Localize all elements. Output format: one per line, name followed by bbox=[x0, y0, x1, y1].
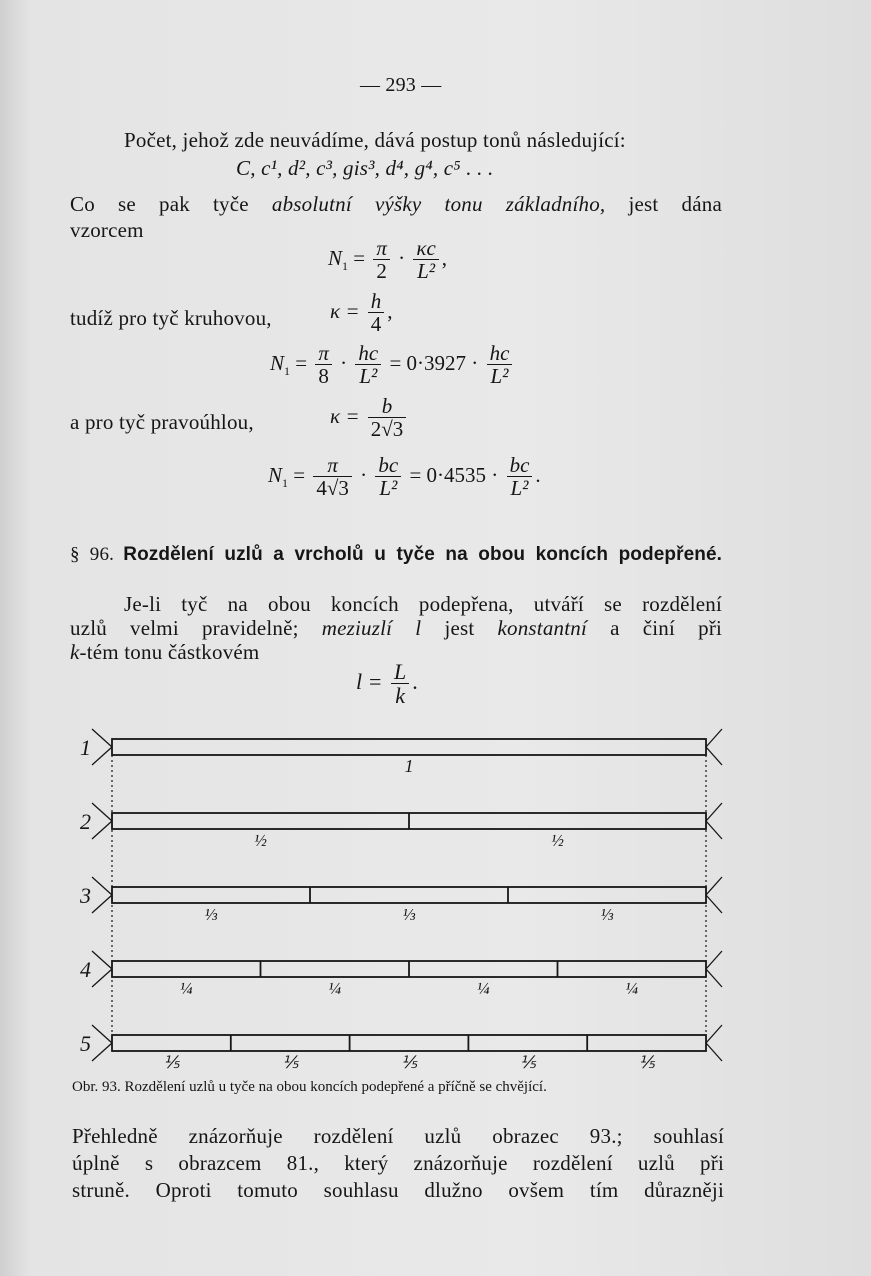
frac-den: 2√3 bbox=[368, 417, 407, 441]
bar-row-3 bbox=[112, 887, 706, 903]
support-left-upper bbox=[92, 1025, 112, 1043]
formula-dot: · bbox=[360, 462, 368, 487]
frac-den: L² bbox=[413, 259, 438, 283]
frac-den: 2 bbox=[373, 259, 390, 283]
support-left-lower bbox=[92, 969, 112, 987]
support-right-lower bbox=[706, 1043, 722, 1061]
segment-label: ¼ bbox=[179, 979, 193, 998]
bottom-line-3: struně. Oproti tomuto souhlasu dlužno ovšem tím důrazněji bbox=[72, 1178, 724, 1202]
frac-den: L² bbox=[507, 476, 533, 500]
support-left-lower bbox=[92, 747, 112, 765]
text-plain: uzlů velmi pravidelně; bbox=[70, 616, 299, 640]
row-label-3: 3 bbox=[80, 883, 91, 908]
formula-eq: = bbox=[295, 350, 308, 375]
frac-den: L² bbox=[375, 476, 401, 500]
row-label-5: 5 bbox=[80, 1031, 91, 1056]
frac-den: L² bbox=[355, 364, 381, 388]
support-right-lower bbox=[706, 969, 722, 987]
segment-label: ⅕ bbox=[163, 1053, 180, 1072]
segment-label: ⅕ bbox=[519, 1053, 537, 1072]
text-plain: a činí při bbox=[610, 616, 723, 640]
figure-caption: Obr. 93. Rozdělení uzlů u tyče na obou koncích podepřené a příčně se chvějící. bbox=[72, 1079, 547, 1095]
formula-dot: · bbox=[340, 350, 348, 375]
segment-label: 1 bbox=[404, 756, 414, 776]
formula-var: N bbox=[328, 245, 343, 270]
segment-label: ¼ bbox=[625, 979, 639, 998]
frac-num: π bbox=[327, 453, 338, 477]
support-left-lower bbox=[92, 895, 112, 913]
support-right-upper bbox=[706, 877, 722, 895]
frac-num: hc bbox=[489, 341, 510, 365]
frac-den: 8 bbox=[315, 364, 332, 388]
text-line-6: tudíž pro tyč kruhovou, bbox=[70, 306, 272, 330]
text-plain: jest bbox=[444, 616, 475, 640]
formula-end: . bbox=[535, 462, 541, 487]
support-left-upper bbox=[92, 951, 112, 969]
formula-sub: 1 bbox=[282, 476, 289, 491]
support-left-lower bbox=[92, 821, 112, 839]
segment-label: ⅕ bbox=[638, 1053, 655, 1072]
segment-label: ¼ bbox=[476, 979, 490, 998]
frac-num: κc bbox=[416, 236, 436, 260]
frac-num: bc bbox=[509, 453, 530, 477]
formula-var: N bbox=[268, 462, 283, 487]
segment-label: ⅓ bbox=[204, 905, 218, 924]
segment-label: ⅕ bbox=[281, 1053, 299, 1072]
segment-label: ⅓ bbox=[402, 905, 416, 924]
segment-label: ⅓ bbox=[600, 905, 614, 924]
formula-value: = 0·4535 · bbox=[409, 462, 499, 487]
text-plain: -tém tonu částkovém bbox=[79, 640, 260, 664]
support-right-lower bbox=[706, 895, 722, 913]
frac-num: bc bbox=[378, 453, 399, 477]
formula-var: N bbox=[270, 350, 285, 375]
bottom-line-1: Přehledně znázorňuje rozdělení uzlů obrazec 93.; souhlasí bbox=[72, 1124, 724, 1148]
segment-label: ½ bbox=[254, 831, 267, 850]
formula-value: = 0·3927 · bbox=[389, 350, 479, 375]
bar-row-1 bbox=[112, 739, 706, 755]
formula-dot: · bbox=[398, 245, 406, 270]
support-left-upper bbox=[92, 803, 112, 821]
section-title: Rozdělení uzlů a vrcholů u tyče na obou koncích podepřené. bbox=[123, 544, 723, 565]
support-right-lower bbox=[706, 821, 722, 839]
frac-num: b bbox=[381, 394, 393, 418]
support-left-upper bbox=[92, 729, 112, 747]
frac-den: L² bbox=[487, 364, 513, 388]
formula-eq: = bbox=[353, 245, 366, 270]
page-number: — 293 — bbox=[360, 74, 442, 96]
support-left-lower bbox=[92, 1043, 112, 1061]
formula-end: , bbox=[387, 298, 393, 323]
support-left-upper bbox=[92, 877, 112, 895]
text-line-1: Počet, jehož zde neuvádíme, dává postup tonů následující: bbox=[124, 128, 626, 152]
frac-den: k bbox=[391, 683, 409, 708]
paragraph-line-1: Je-li tyč na obou koncích podepřena, utváří se rozdělení bbox=[124, 592, 722, 616]
segment-label: ¼ bbox=[328, 979, 342, 998]
frac-num: π bbox=[376, 236, 387, 260]
support-right-upper bbox=[706, 729, 722, 747]
frac-den: 4√3 bbox=[313, 476, 352, 500]
support-right-lower bbox=[706, 747, 722, 765]
formula-kappa: κ = bbox=[330, 298, 360, 323]
row-label-1: 1 bbox=[80, 735, 91, 760]
segment-label: ⅕ bbox=[400, 1053, 418, 1072]
text-plain: Co se pak tyče bbox=[70, 192, 249, 216]
support-right-upper bbox=[706, 803, 722, 821]
formula-lhs: l = bbox=[356, 669, 383, 695]
text-italic: k bbox=[70, 640, 80, 664]
text-italic: meziuzlí l bbox=[321, 616, 422, 640]
frac-num: h bbox=[370, 289, 382, 313]
section-number: § 96. bbox=[70, 544, 115, 565]
formula-end: , bbox=[441, 245, 448, 270]
bottom-line-2: úplně s obrazcem 81., který znázorňuje rozdělení uzlů při bbox=[72, 1151, 724, 1175]
text-plain: jest dána bbox=[628, 192, 723, 216]
text-italic: absolutní výšky tonu základního, bbox=[271, 192, 606, 216]
frac-num: π bbox=[318, 341, 329, 365]
bar-row-5 bbox=[112, 1035, 706, 1051]
row-label-4: 4 bbox=[80, 957, 91, 982]
formula-eq: = bbox=[293, 462, 306, 487]
support-right-upper bbox=[706, 1025, 722, 1043]
formula-sub: 1 bbox=[342, 259, 349, 274]
text-line-4: vzorcem bbox=[70, 218, 144, 242]
frac-den: 4 bbox=[368, 312, 385, 336]
row-label-2: 2 bbox=[80, 809, 91, 834]
support-right-upper bbox=[706, 951, 722, 969]
text-line-8: a pro tyč pravoúhlou, bbox=[70, 410, 254, 434]
formula-sub: 1 bbox=[284, 364, 291, 379]
formula-kappa: κ = bbox=[330, 403, 360, 428]
tone-sequence: C, c¹, d², c³, gis³, d⁴, g⁴, c⁵ . . . bbox=[236, 156, 494, 180]
frac-num: hc bbox=[358, 341, 379, 365]
segment-label: ½ bbox=[551, 831, 564, 850]
text-italic: konstantní bbox=[497, 616, 588, 640]
formula-end: . bbox=[412, 669, 418, 695]
frac-num: L bbox=[393, 659, 407, 684]
